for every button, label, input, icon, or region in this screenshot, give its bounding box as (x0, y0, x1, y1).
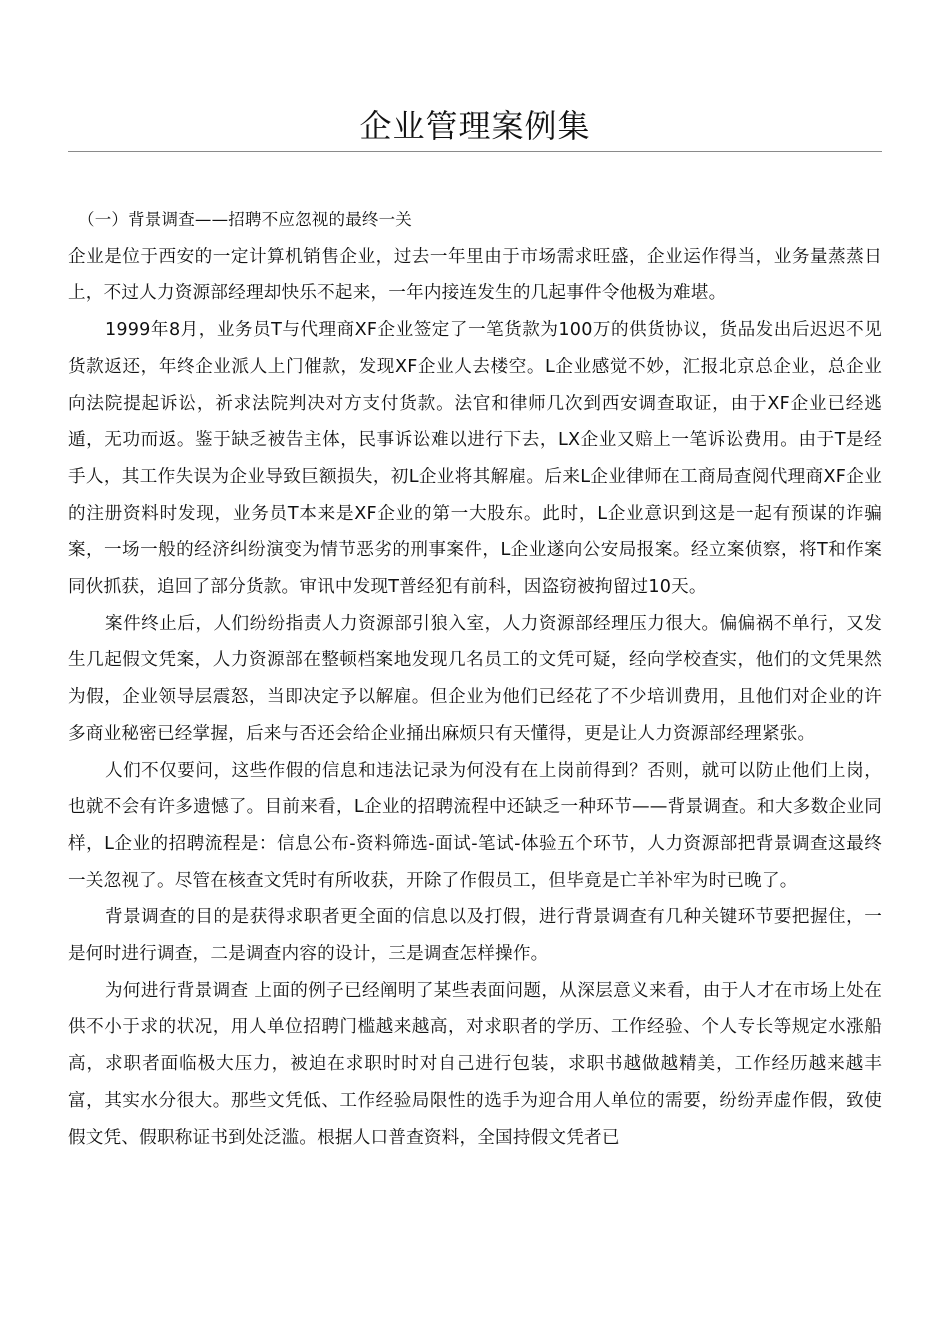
paragraph: 背景调查的目的是获得求职者更全面的信息以及打假，进行背景调查有几种关键环节要把握住，一是何时进行调查，二是调查内容的设计，三是调查怎样操作。 (68, 907, 882, 965)
title-divider (68, 151, 882, 152)
document-body (68, 202, 882, 1156)
document-title: 企业管理案例集 (359, 107, 591, 145)
section-heading: （一）背景调查——招聘不应忽视的最终一关 (78, 210, 412, 229)
paragraph: 企业是位于西安的一定计算机销售企业，过去一年里由于市场需求旺盛，企业运作得当，业务量蒸蒸日上，不过人力资源部经理却快乐不起来，一年内接连发生的几起事件令他极为难堪。 (68, 246, 882, 304)
paragraph: 为何进行背景调查 上面的例子已经阐明了某些表面问题，从深层意义来看，由于人才在市场上处在供不小于求的状况，用人单位招聘门槛越来越高，对求职者的学历、工作经验、个人专长等规定水涨船高，求职者面临极大压力，被迫在求职时时对自己进行包装，求职书越做越精美，工作经历越来越丰富，其实水分很大。那些文凭低、工作经验局限性的选手为迎合用人单位的需要，纷纷弄虚作假，致使假文凭、假职称证书到处泛滥。根据人口普查资料，全国持假文凭者已 (68, 980, 882, 1148)
paragraph: 1999年8月，业务员T与代理商XF企业签定了一笔货款为100万的供货协议，货品发出后迟迟不见货款返还，年终企业派人上门催款，发现XF企业人去楼空。L企业感觉不妙，汇报北京总企业，总企业向法院提起诉讼，祈求法院判决对方支付货款。法官和律师几次到西安调查取证，由于XF企业已经逃遁，无功而返。鉴于缺乏被告主体，民事诉讼难以进行下去，LX企业又赔上一笔诉讼费用。由于T是经手人，其工作失误为企业导致巨额损失，初L企业将其解雇。后来L企业律师在工商局查阅代理商XF企业的注册资料时发现，业务员T本来是XF企业的第一大股东。此时，L企业意识到这是一起有预谋的诈骗案，一场一般的经济纠纷演变为情节恶劣的刑事案件，L企业遂向公安局报案。经立案侦察，将T和作案同伙抓获，追回了部分货款。审讯中发现T普经犯有前科，因盗窃被拘留过10天。 (68, 320, 882, 598)
paragraph: 案件终止后，人们纷纷指责人力资源部引狼入室，人力资源部经理压力很大。偏偏祸不单行，又发生几起假文凭案，人力资源部在整顿档案地发现几名员工的文凭可疑，经向学校查实，他们的文凭果然为假，企业领导层震怒，当即决定予以解雇。但企业为他们已经花了不少培训费用，且他们对企业的许多商业秘密已经掌握，后来与否还会给企业捅出麻烦只有天懂得，更是让人力资源部经理紧张。 (68, 613, 882, 744)
paragraph: 人们不仅要问，这些作假的信息和违法记录为何没有在上岗前得到？否则，就可以防止他们上岗，也就不会有许多遗憾了。目前来看，L企业的招聘流程中还缺乏一种环节——背景调查。和大多数企业同样，L企业的招聘流程是：信息公布-资料筛选-面试-笔试-体验五个环节，人力资源部把背景调查这最终一关忽视了。尽管在核查文凭时有所收获，开除了作假员工，但毕竟是亡羊补牢为时已晚了。 (68, 760, 882, 891)
